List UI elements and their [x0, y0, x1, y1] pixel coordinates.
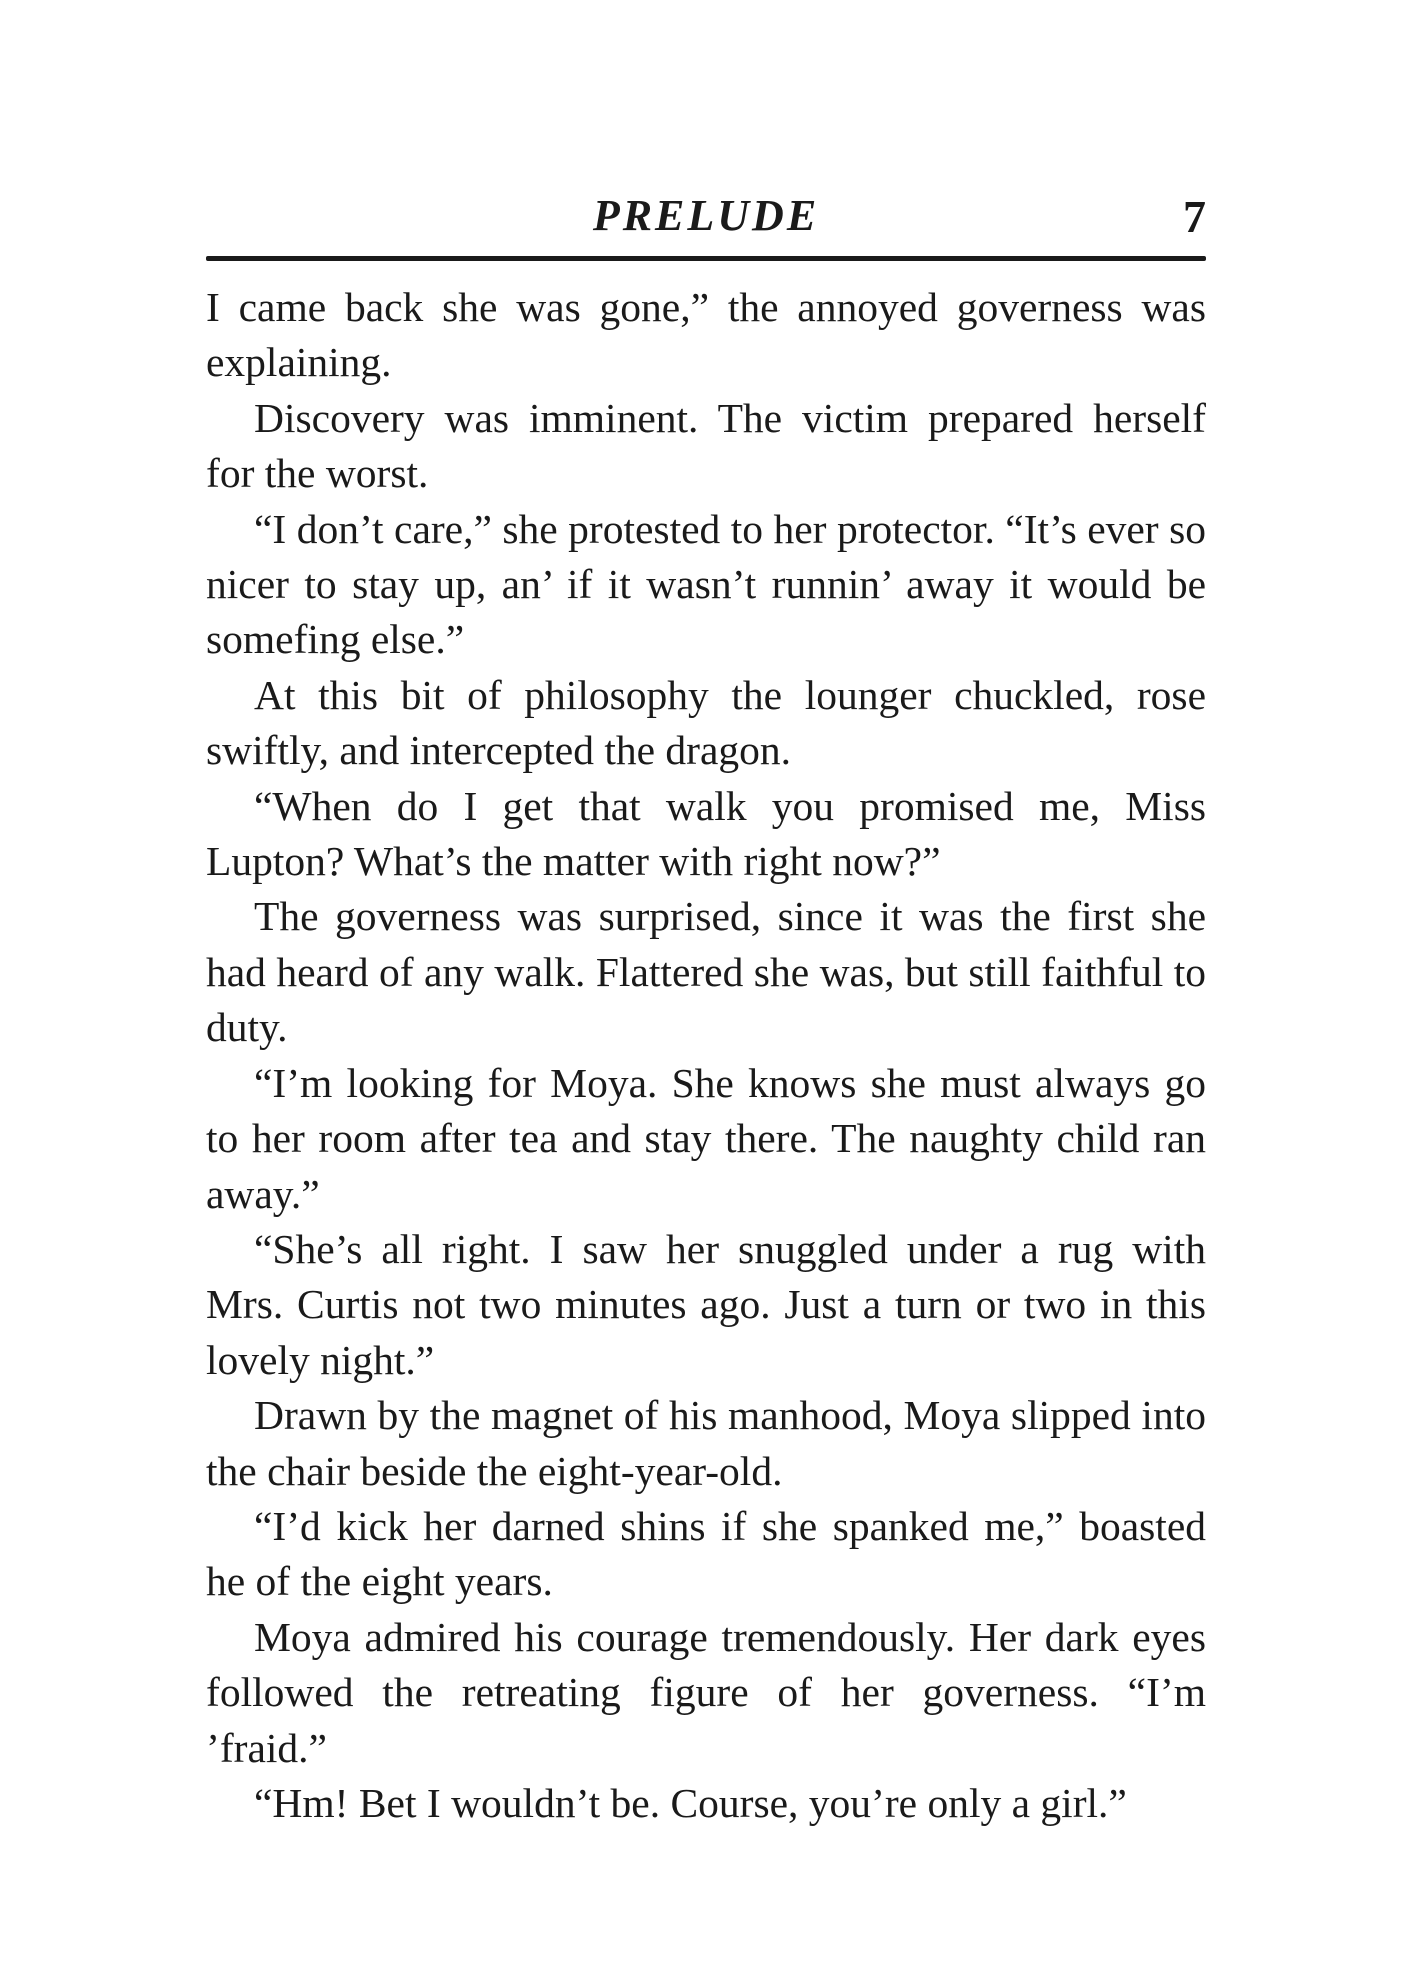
paragraph: Discovery was imminent. The victim prepared herself for the worst. — [206, 394, 1206, 497]
paragraph: At this bit of philosophy the lounger chuckled, rose swiftly, and intercepted the dragon. — [206, 671, 1206, 774]
paragraph: The governess was surprised, since it was the first she had heard of any walk. Flattered she was, but still faithful to duty. — [206, 893, 1206, 1051]
paragraph: I came back she was gone,” the annoyed governess was explaining. — [206, 284, 1206, 386]
paragraph: “Hm! Bet I wouldn’t be. Course, you’re only a girl.” — [254, 1779, 1127, 1826]
header-rule — [206, 256, 1206, 261]
paragraph: “When do I get that walk you promised me, Miss Lupton? What’s the matter with right now?” — [206, 782, 1206, 885]
paragraph: “I’m looking for Moya. She knows she must always go to her room after tea and stay there. The naughty child ran away.” — [206, 1059, 1206, 1217]
page-number: 7 — [1183, 191, 1206, 242]
book-page — [206, 190, 1206, 1826]
paragraph: “I’d kick her darned shins if she spanked me,” boasted he of the eight years. — [206, 1502, 1206, 1605]
body-text — [206, 280, 1206, 1831]
running-title: PRELUDE — [592, 191, 820, 240]
paragraph: Drawn by the magnet of his manhood, Moya slipped into the chair beside the eight-year-old. — [206, 1392, 1206, 1494]
running-head — [206, 190, 1206, 250]
paragraph: Moya admired his courage tremendously. Her dark eyes followed the retreating figure of her governess. “I’m ’fraid.” — [206, 1613, 1206, 1771]
paragraph: “I don’t care,” she protested to her protector. “It’s ever so nicer to stay up, an’ if it wasn’t runnin’ away it would be somefing else.” — [206, 505, 1206, 663]
paragraph: “She’s all right. I saw her snuggled under a rug with Mrs. Curtis not two minutes ago. Just a turn or two in this lovely night.” — [206, 1225, 1206, 1383]
